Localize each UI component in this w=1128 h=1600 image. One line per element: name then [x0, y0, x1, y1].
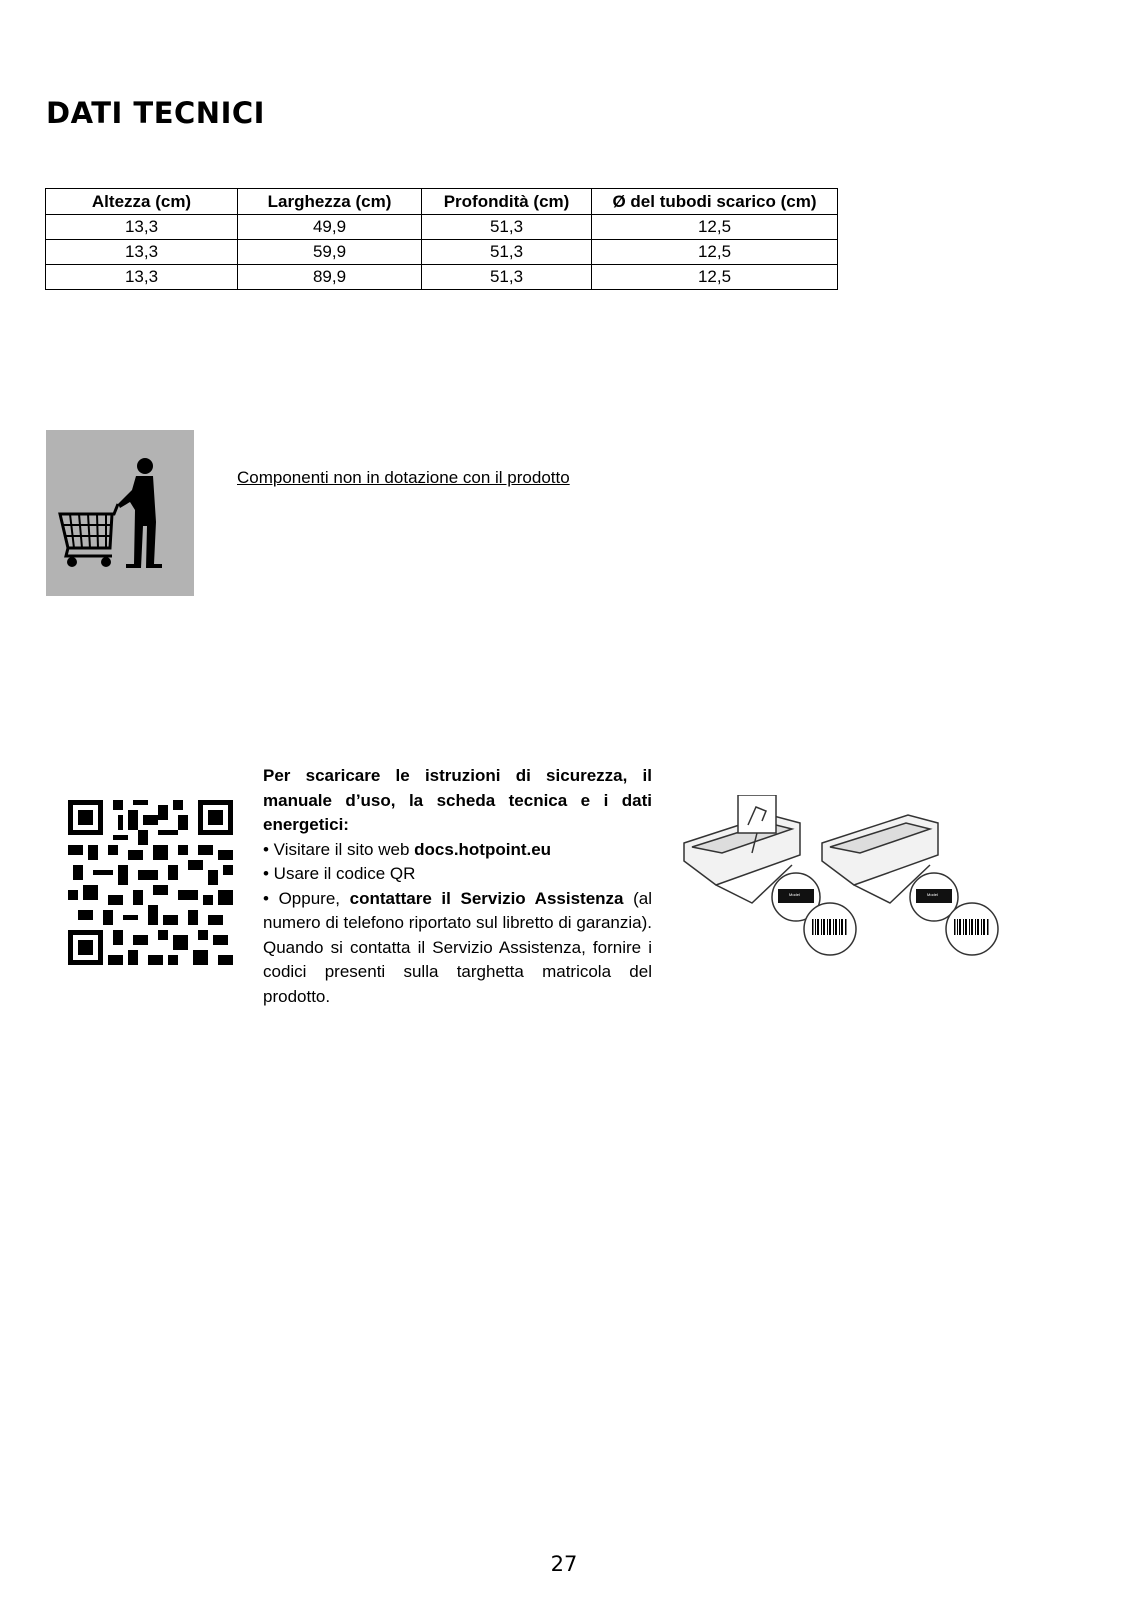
hood-label-illustration: [682, 795, 1022, 975]
info-lead: Per scaricare le istruzioni di sicurezza, il manuale d’uso, la scheda tecnica e i dati energetici:: [263, 766, 652, 834]
contact-service: contattare il Servizio Assistenza: [349, 888, 624, 908]
table-cell: 13,3: [46, 215, 238, 240]
technical-data-table: [45, 188, 838, 290]
website-prefix: • Visitare il sito web: [263, 839, 415, 859]
info-contact-line: [263, 887, 652, 1010]
table-cell: 51,3: [422, 265, 592, 290]
model-label-left: Model: [789, 892, 800, 897]
qr-code-icon: [68, 800, 238, 970]
page-title: DATI TECNICI: [46, 96, 265, 130]
components-not-supplied-note: Componenti non in dotazione con il prodotto: [237, 468, 570, 487]
table-cell: 51,3: [422, 240, 592, 265]
table-row: [46, 240, 838, 265]
model-label-right: Model: [927, 892, 938, 897]
table-cell: 13,3: [46, 265, 238, 290]
header-depth: Profondità (cm): [422, 189, 592, 215]
table-cell: 12,5: [592, 265, 838, 290]
website-link[interactable]: docs.hotpoint.eu: [414, 839, 552, 859]
table-cell: 13,3: [46, 240, 238, 265]
table-row: [46, 215, 838, 240]
page-number: 27: [550, 1552, 578, 1576]
header-width: Larghezza (cm): [238, 189, 422, 215]
table-header-row: [46, 189, 838, 215]
contact-rest: (al numero di telefono riportato sul libretto di garanzia). Quando si contatta il Servizio Assistenza, fornire i codici presenti sulla targhetta matricola del prodotto.: [263, 888, 653, 1006]
table-cell: 12,5: [592, 215, 838, 240]
contact-prefix: • Oppure,: [263, 888, 350, 908]
table-row: [46, 265, 838, 290]
shopping-cart-person-icon: [46, 430, 194, 596]
info-qr-line: • Usare il codice QR: [263, 864, 416, 883]
table-cell: 51,3: [422, 215, 592, 240]
header-duct-diameter: Ø del tubodi scarico (cm): [592, 189, 838, 215]
table-cell: 59,9: [238, 240, 422, 265]
info-website-line: [263, 838, 652, 863]
documentation-info: [263, 764, 652, 1009]
table-cell: 89,9: [238, 265, 422, 290]
table-cell: 12,5: [592, 240, 838, 265]
header-height: Altezza (cm): [46, 189, 238, 215]
table-cell: 49,9: [238, 215, 422, 240]
